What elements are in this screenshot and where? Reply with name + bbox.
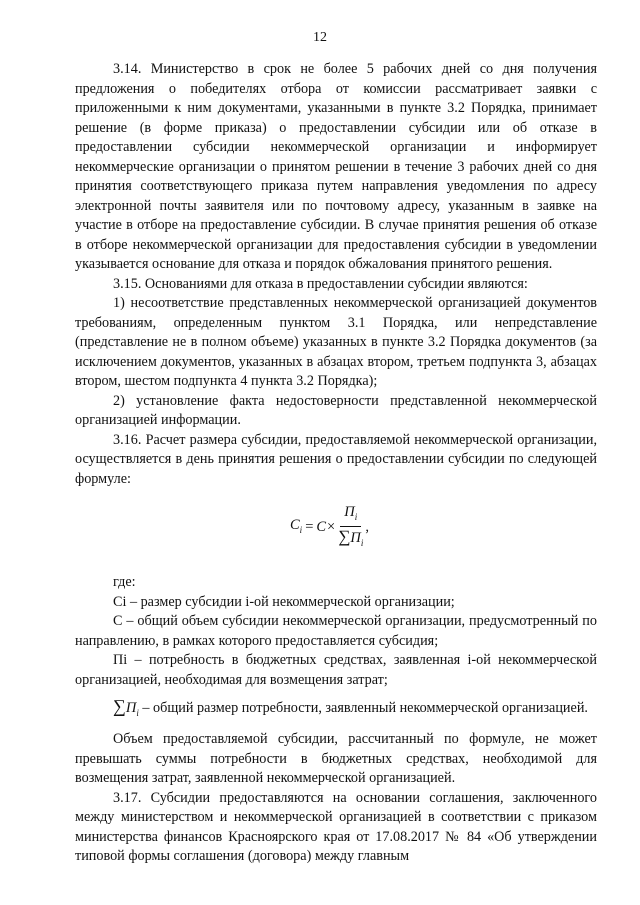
paragraph-3-15: 3.15. Основаниями для отказа в предоставлении субсидии являются: xyxy=(113,275,528,292)
paragraph-3-17: 3.17. Субсидии предоставляются на основании соглашения, заключенного между министерством и некоммерческой организацией в соответствии с приказом министерства финансов Красноярского края от 17.08.2017 № 84 «Об утверждении типовой формы соглашения (договора) между главным xyxy=(75,789,597,865)
page-number: 12 xyxy=(313,30,327,45)
definition-pi: Пi – потребность в бюджетных средствах, заявленная i-ой некоммерческой организацией, необходимая для возмещения затрат; xyxy=(75,652,597,688)
subsidy-formula xyxy=(75,497,597,559)
paragraph-3-16: 3.16. Расчет размера субсидии, предоставляемой некоммерческой организации, осуществляется в день принятия решения о предоставлении субсидии по следующей формуле: xyxy=(75,431,597,487)
definition-sum: $\sum П_i$ – общий размер потребности, заявленный некоммерческой организацией. xyxy=(113,696,588,718)
paragraph-3-15-item-1: 1) несоответствие представленных некоммерческой организацией документов требованиям, определенным пунктом 3.1 Порядка, или непредставление (представление не в полном объеме) указанных в пункте 3.2 Порядка документов (за исключением документов, указанных в абзацах втором, третьем подпункта 3, абзацах втором, шестом подпункта 4 пункта 3.2 Порядка); xyxy=(75,295,597,389)
sum-symbol: $\sum П_i$ xyxy=(113,696,139,718)
formula-total: C xyxy=(316,519,327,536)
formula-numerator: $П_i$ xyxy=(340,503,361,527)
formula-fraction xyxy=(338,503,363,553)
formula-comma: , xyxy=(365,519,369,536)
paragraph-3-15-item-2: 2) установление факта недостоверности представленной некоммерческой организацией информации. xyxy=(75,392,597,428)
definition-ci: Сi – размер субсидии i-ой некоммерческой организации; xyxy=(113,593,455,610)
where-label: где: xyxy=(113,574,136,590)
formula-lhs: $C_i$ xyxy=(290,516,303,535)
formula-times: × xyxy=(327,519,336,536)
paragraph-3-14: 3.14. Министерство в срок не более 5 рабочих дней со дня получения предложения о победителях отбора от комиссии рассматривает заявки с приложенными к ним документами, указанными в пункте 3.2 Порядка, принимает решение (в форме приказа) о предоставлении субсидии или об отказе в предоставлении субсидии некоммерческой организации и информирует некоммерческие организации о принятом решении в течение 3 рабочих дней со дня принятия соответствующего приказа путем направления уведомления по адресу электронной почты заявителя или по почтовому адресу, указанным в заявке на участие в отборе на предоставление субсидии. В случае принятия решения об отказе в отборе некоммерческой организации для предоставления субсидии в уведомлении указывается основание для отказа и порядок обжалования принятого решения. xyxy=(75,61,597,272)
document-body xyxy=(75,60,597,867)
paragraph-limit: Объем предоставляемой субсидии, рассчитанный по формуле, не может превышать суммы потребности в бюджетных средствах, необходимой для возмещения затрат, заявленной некоммерческой организацией. xyxy=(75,731,597,787)
formula-denominator: $\sum П_i$ xyxy=(338,526,364,548)
formula-equals: = xyxy=(305,519,314,536)
definition-c: С – общий объем субсидии некоммерческой организации, предусмотренный по направлению, в рамках которого предоставляется субсидия; xyxy=(75,613,597,649)
